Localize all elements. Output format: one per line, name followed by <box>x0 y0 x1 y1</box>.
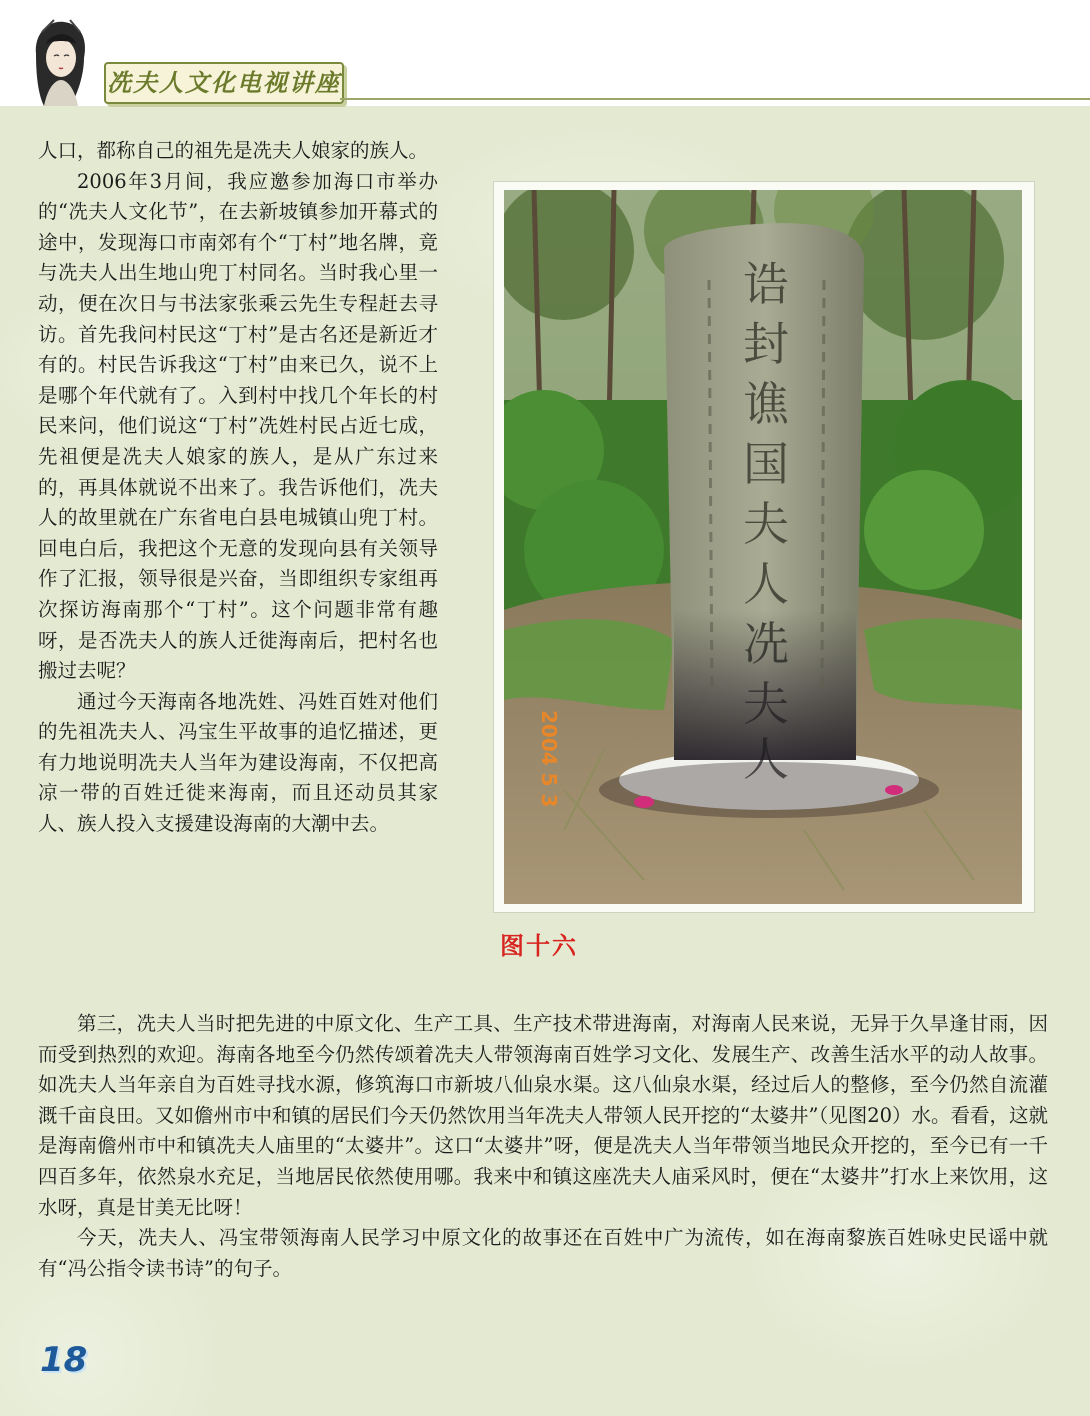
paragraph: 第三，冼夫人当时把先进的中原文化、生产工具、生产技术带进海南，对海南人民来说，无异于久旱逢甘雨，因而受到热烈的欢迎。海南各地至今仍然传颂着冼夫人带领海南百姓学习文化、发展生产、改善生活水平的动人故事。如冼夫人当年亲自为百姓寻找水源，修筑海口市新坡八仙泉水渠。这八仙泉水渠，经过后人的整修，至今仍然自流灌溉千亩良田。又如儋州市中和镇的居民们今天仍然饮用当年冼夫人带领人民开挖的“太婆井”（见图20）水。看看，这就是海南儋州市中和镇冼夫人庙里的“太婆井”。这口“太婆井”呀，便是冼夫人当年带领当地民众开挖的，至今已有一千四百多年，依然泉水充足，当地居民依然使用哪。我来中和镇这座冼夫人庙采风时，便在“太婆井”打水上来饮用，这水呀，真是甘美无比呀！ <box>38 1012 1049 1219</box>
svg-text:夫: 夫 <box>743 677 789 731</box>
svg-text:谯: 谯 <box>743 377 789 431</box>
svg-text:冼: 冼 <box>743 617 789 671</box>
page-number: 18 <box>40 1340 88 1380</box>
figure-caption: 图十六 <box>500 932 578 960</box>
photo-date-stamp: 2004 5 3 <box>537 710 561 808</box>
left-column-text <box>38 136 438 840</box>
paragraph: 今天，冼夫人、冯宝带领海南人民学习中原文化的故事还在百姓中广为流传，如在海南黎族百姓咏史民谣中就有“冯公指令读书诗”的句子。 <box>38 1226 1048 1280</box>
paragraph: 通过今天海南各地冼姓、冯姓百姓对他们的先祖冼夫人、冯宝生平故事的追忆描述，更有力地说明冼夫人当年为建设海南，不仅把高凉一带的百姓迁徙来海南，而且还动员其家人、族人投入支援建设海南的大潮中去。 <box>38 689 438 836</box>
svg-text:诰: 诰 <box>743 257 789 311</box>
paragraph: 人口，都称自己的祖先是冼夫人娘家的族人。 <box>38 139 429 162</box>
paragraph: 2006年3月间，我应邀参加海口市举办的“冼夫人文化节”，在去新坡镇参加开幕式的途中，发现海口市南郊有个“丁村”地名牌，竟与冼夫人出生地山兜丁村同名。当时我心里一动，便在次日与书法家张乘云先生专程赶去寻访。首先我问村民这“丁村”是古名还是新近才有的。村民告诉我这“丁村”由来已久，说不上是哪个年代就有了。入到村中找几个年长的村民来问，他们说这“丁村”冼姓村民占近七成，先祖便是冼夫人娘家的族人，是从广东过来的，再具体就说不出来了。我告诉他们，冼夫人的故里就在广东省电白县电城镇山兜丁村。回电白后，我把这个无意的发现向县有关领导作了汇报，领导很是兴奋，当即组织专家组再次探访海南那个“丁村”。这个问题非常有趣呀，是否冼夫人的族人迁徙海南后，把村名也搬过去呢？ <box>38 169 438 683</box>
svg-text:人: 人 <box>743 557 789 611</box>
portrait-logo <box>14 14 106 106</box>
full-width-text <box>38 1009 1048 1284</box>
header-title: 冼夫人文化电视讲座 <box>104 62 344 104</box>
svg-text:国: 国 <box>743 437 789 491</box>
figure-photo-frame <box>494 182 1034 912</box>
page-header <box>0 0 1090 106</box>
stele-photo <box>504 190 1022 904</box>
svg-text:夫: 夫 <box>743 497 789 551</box>
svg-text:人: 人 <box>743 732 789 786</box>
svg-text:封: 封 <box>743 317 789 371</box>
header-rule <box>340 98 1090 100</box>
